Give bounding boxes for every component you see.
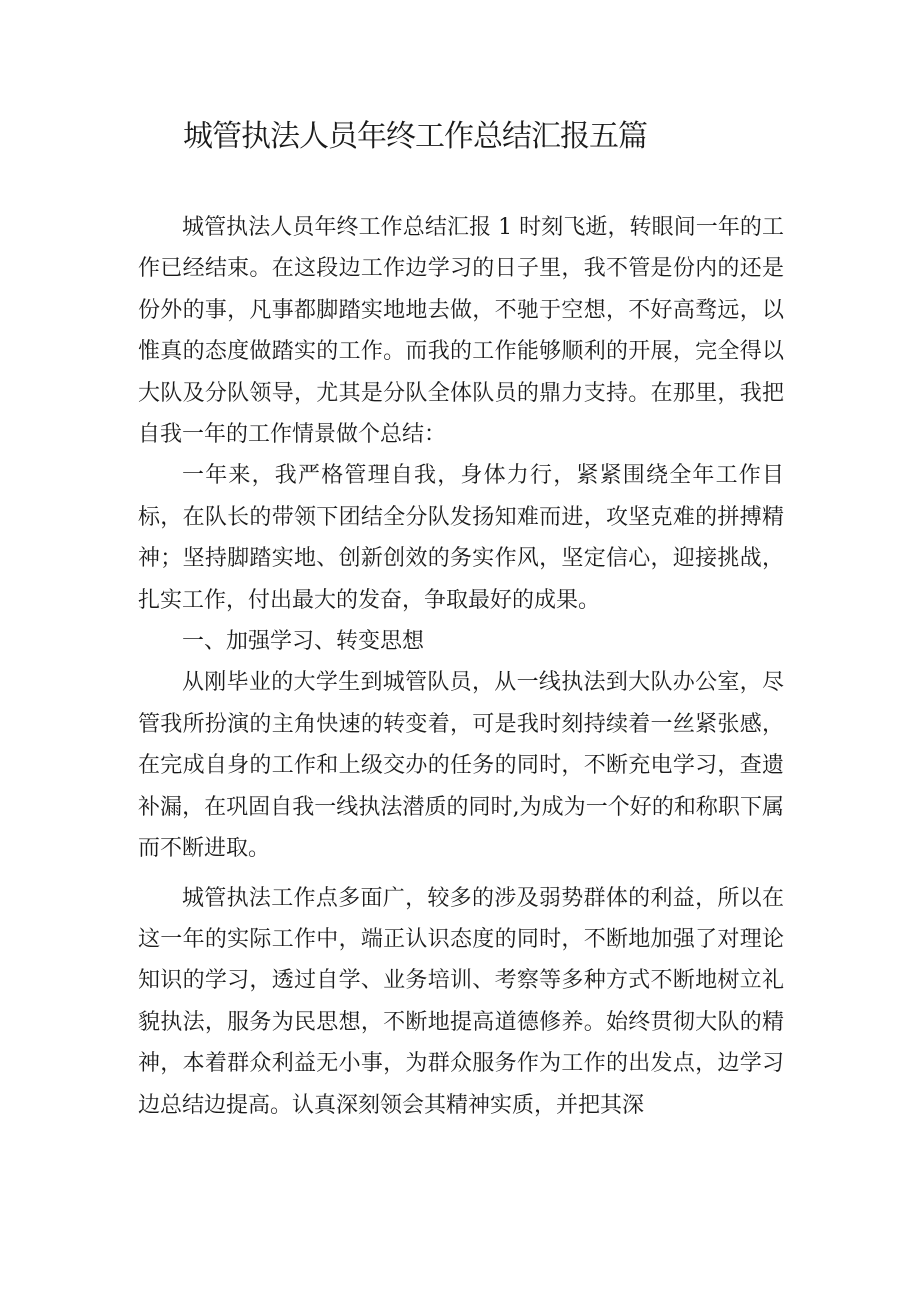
paragraph-role-change: 从刚毕业的大学生到城管队员，从一线执法到大队办公室，尽管我所扮演的主角快速的转变着，可是我时刻持续着一丝紧张感，在完成自身的工作和上级交办的任务的同时，不断充电学习，查遗补漏，在巩固自我一线执法潜质的同时,为成为一个好的和称职下属而不断进取。 [138,670,784,862]
document-body [138,207,784,1126]
paragraph-enforcement-study: 城管执法工作点多面广，较多的涉及弱势群体的利益，所以在这一年的实际工作中，端正认识态度的同时，不断地加强了对理论知识的学习，透过自学、业务培训、考察等多种方式不断地树立礼貌执法，服务为民思想，不断地提高道德修养。始终贯彻大队的精神，本着群众利益无小事，为群众服务作为工作的出发点，边学习边总结边提高。认真深刻领会其精神实质，并把其深 [138,885,784,1118]
paragraph-overview: 一年来，我严格管理自我，身体力行，紧紧围绕全年工作目标，在队长的带领下团结全分队发扬知难而进，攻坚克难的拼搏精神；坚持脚踏实地、创新创效的务实作风，坚定信心，迎接挑战，扎实工作，付出最大的发奋，争取最好的成果。 [138,463,784,613]
document-title: 城管执法人员年终工作总结汇报五篇 [183,119,647,154]
paragraph-intro: 城管执法人员年终工作总结汇报 1 时刻飞逝，转眼间一年的工作已经结束。在这段边工作边学习的日子里，我不管是份内的还是份外的事，凡事都脚踏实地地去做，不驰于空想，不好高骛远，以惟真的态度做踏实的工作。而我的工作能够顺利的开展，完全得以大队及分队领导，尤其是分队全体队员的鼎力支持。在那里，我把自我一年的工作情景做个总结： [138,215,784,448]
section-heading-learning: 一、加强学习、转变思想 [182,629,425,655]
